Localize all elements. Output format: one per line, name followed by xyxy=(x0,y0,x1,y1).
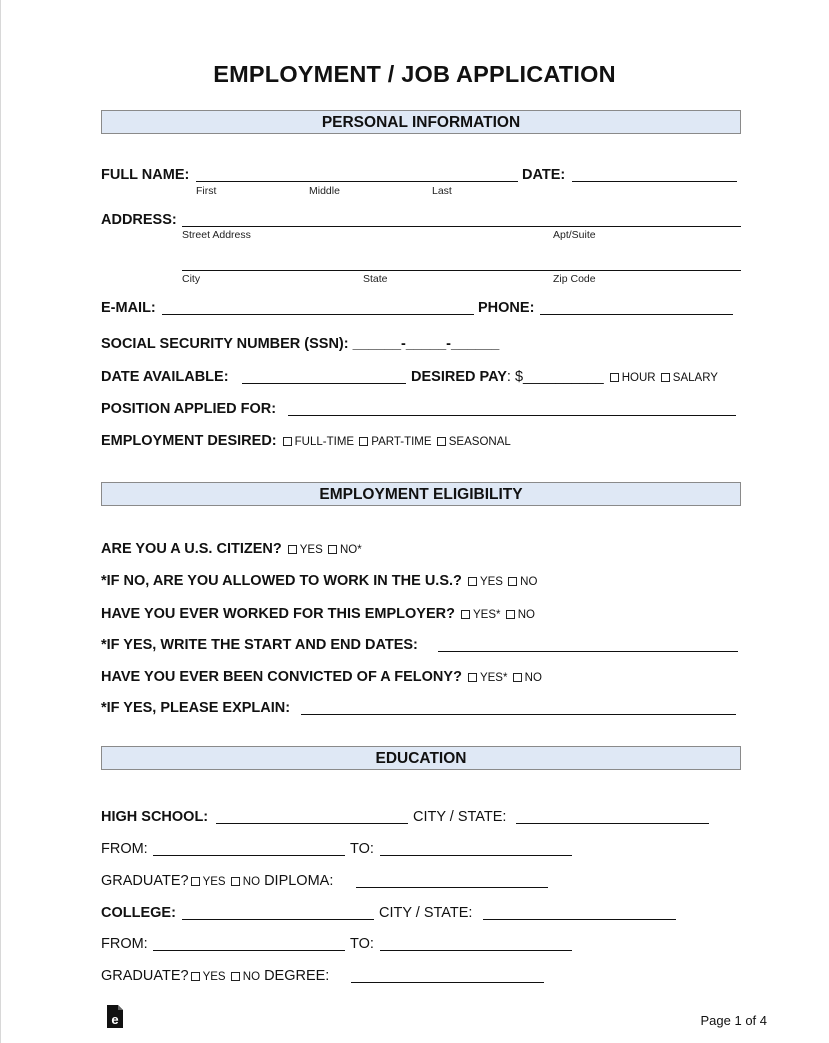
hs-city-state-label: CITY / STATE: xyxy=(413,809,507,825)
explain-field[interactable] xyxy=(301,714,736,715)
citizen-yes-label: YES xyxy=(299,544,323,556)
last-name-caption: Last xyxy=(432,185,452,197)
college-to-field[interactable] xyxy=(380,950,572,951)
college-graduate-row xyxy=(101,968,329,984)
address-label: ADDRESS: xyxy=(101,212,177,228)
allowed-row xyxy=(101,573,537,589)
svg-text:e: e xyxy=(111,1012,119,1027)
ssn-field[interactable]: ______-_____-______ xyxy=(352,336,500,352)
worked-question: HAVE YOU EVER WORKED FOR THIS EMPLOYER? xyxy=(101,606,455,622)
explain-question: *IF YES, PLEASE EXPLAIN: xyxy=(101,700,291,716)
hs-graduate-no-checkbox[interactable] xyxy=(231,877,240,886)
hs-graduate-yes-checkbox[interactable] xyxy=(191,877,200,886)
hour-checkbox[interactable] xyxy=(610,373,619,382)
section-header-eligibility: EMPLOYMENT ELIGIBILITY xyxy=(101,482,741,506)
felony-yes-checkbox[interactable] xyxy=(468,673,477,682)
street-address-caption: Street Address xyxy=(182,229,251,241)
hs-from-label: FROM: xyxy=(101,841,148,857)
first-name-caption: First xyxy=(196,185,217,197)
worked-yes-checkbox[interactable] xyxy=(461,610,470,619)
section-header-education: EDUCATION xyxy=(101,746,741,770)
felony-row xyxy=(101,669,542,685)
city-state-zip-field[interactable] xyxy=(182,270,741,271)
employment-desired-label: EMPLOYMENT DESIRED: xyxy=(101,433,277,449)
full-name-label: FULL NAME: xyxy=(101,167,190,183)
page-number: Page 1 of 4 xyxy=(700,1013,767,1028)
full-name-field[interactable] xyxy=(196,181,518,182)
college-graduate-label: GRADUATE? xyxy=(101,968,189,984)
page-edge xyxy=(0,0,1,1043)
allowed-no-checkbox[interactable] xyxy=(508,577,517,586)
college-graduate-yes-label: YES xyxy=(202,971,226,983)
zip-code-caption: Zip Code xyxy=(553,273,596,285)
seasonal-label: SEASONAL xyxy=(448,436,511,448)
email-field[interactable] xyxy=(162,314,474,315)
employment-desired-row xyxy=(101,433,511,449)
hs-to-field[interactable] xyxy=(380,855,572,856)
salary-option-label: SALARY xyxy=(672,372,718,384)
full-time-label: FULL-TIME xyxy=(294,436,355,448)
desired-pay-row xyxy=(411,369,718,385)
high-school-label: HIGH SCHOOL: xyxy=(101,809,209,825)
felony-yes-label: YES* xyxy=(479,672,508,684)
citizen-question: ARE YOU A U.S. CITIZEN? xyxy=(101,541,282,557)
date-field[interactable] xyxy=(572,181,737,182)
college-graduate-yes-checkbox[interactable] xyxy=(191,972,200,981)
middle-name-caption: Middle xyxy=(309,185,340,197)
dates-question: *IF YES, WRITE THE START AND END DATES: xyxy=(101,637,418,653)
date-label: DATE: xyxy=(522,167,566,183)
college-graduate-no-checkbox[interactable] xyxy=(231,972,240,981)
worked-no-checkbox[interactable] xyxy=(506,610,515,619)
email-label: E-MAIL: xyxy=(101,300,156,316)
apt-suite-caption: Apt/Suite xyxy=(553,229,596,241)
college-from-field[interactable] xyxy=(153,950,345,951)
college-from-label: FROM: xyxy=(101,936,148,952)
hs-graduate-row xyxy=(101,873,333,889)
seasonal-checkbox[interactable] xyxy=(437,437,446,446)
state-caption: State xyxy=(363,273,388,285)
ssn-row xyxy=(101,336,499,352)
felony-question: HAVE YOU EVER BEEN CONVICTED OF A FELONY? xyxy=(101,669,462,685)
hs-graduate-no-label: NO xyxy=(242,876,261,888)
hour-option-label: HOUR xyxy=(621,372,656,384)
allowed-no-label: NO xyxy=(520,576,538,588)
desired-pay-field[interactable]: : $__________ xyxy=(506,369,604,385)
hs-from-field[interactable] xyxy=(153,855,345,856)
college-graduate-no-label: NO xyxy=(242,971,261,983)
felony-no-label: NO xyxy=(524,672,542,684)
college-city-state-field[interactable] xyxy=(483,919,676,920)
hs-to-label: TO: xyxy=(350,841,374,857)
felony-no-checkbox[interactable] xyxy=(513,673,522,682)
citizen-row xyxy=(101,541,362,557)
college-city-state-label: CITY / STATE: xyxy=(379,905,473,921)
ssn-label: SOCIAL SECURITY NUMBER (SSN): xyxy=(101,336,349,352)
high-school-field[interactable] xyxy=(216,823,408,824)
document-title: EMPLOYMENT / JOB APPLICATION xyxy=(213,61,616,87)
part-time-label: PART-TIME xyxy=(371,436,432,448)
diploma-field[interactable] xyxy=(356,887,548,888)
college-label: COLLEGE: xyxy=(101,905,176,921)
hs-graduate-yes-label: YES xyxy=(202,876,226,888)
citizen-no-checkbox[interactable] xyxy=(328,545,337,554)
diploma-label: DIPLOMA: xyxy=(264,873,334,889)
worked-yes-label: YES* xyxy=(472,609,501,621)
degree-field[interactable] xyxy=(351,982,544,983)
allowed-question: *IF NO, ARE YOU ALLOWED TO WORK IN THE U.S.? xyxy=(101,573,462,589)
allowed-yes-label: YES xyxy=(479,576,503,588)
allowed-yes-checkbox[interactable] xyxy=(468,577,477,586)
phone-label: PHONE: xyxy=(478,300,535,316)
degree-label: DEGREE: xyxy=(264,968,330,984)
employment-options xyxy=(281,436,511,448)
phone-field[interactable] xyxy=(540,314,733,315)
section-header-personal: PERSONAL INFORMATION xyxy=(101,110,741,134)
college-to-label: TO: xyxy=(350,936,374,952)
street-address-field[interactable] xyxy=(182,226,741,227)
position-label: POSITION APPLIED FOR: xyxy=(101,401,277,417)
worked-row xyxy=(101,606,535,622)
date-available-label: DATE AVAILABLE: xyxy=(101,369,229,385)
citizen-no-label: NO* xyxy=(339,544,362,556)
hs-city-state-field[interactable] xyxy=(516,823,709,824)
date-available-field[interactable] xyxy=(242,383,406,384)
hs-graduate-label: GRADUATE? xyxy=(101,873,189,889)
worked-no-label: NO xyxy=(517,609,535,621)
salary-checkbox[interactable] xyxy=(661,373,670,382)
eforms-logo-icon xyxy=(106,1004,124,1029)
desired-pay-label: DESIRED PAY xyxy=(411,369,507,385)
part-time-checkbox[interactable] xyxy=(359,437,368,446)
city-caption: City xyxy=(182,273,201,285)
position-field[interactable] xyxy=(288,415,736,416)
pay-options xyxy=(608,372,718,384)
college-field[interactable] xyxy=(182,919,374,920)
dates-field[interactable] xyxy=(438,651,738,652)
citizen-yes-checkbox[interactable] xyxy=(288,545,297,554)
full-time-checkbox[interactable] xyxy=(283,437,292,446)
